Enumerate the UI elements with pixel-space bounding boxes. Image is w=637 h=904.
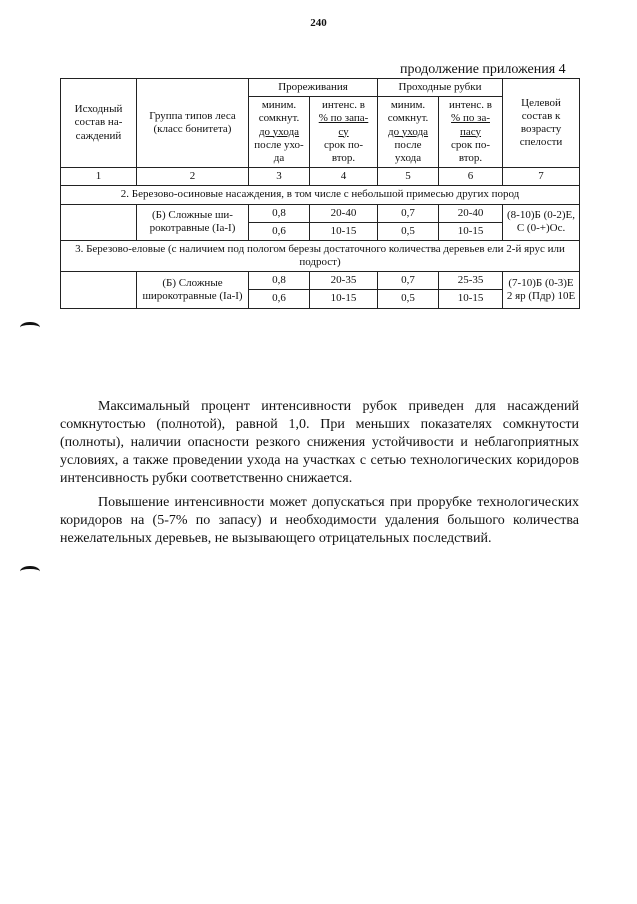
section-2-target: (8-10)Б (0-2)Е, С (0-+)Ос. — [503, 204, 580, 240]
paragraph-max-intensity: Максимальный процент интенсивности рубок приведен для насаждений сомкнутостью (полнотой), равной 1,0. При меньших показателях сомкнутости (полноты), наличии опасности резкого снижения устойчивости и неблагоприятных условиях, а также проведении ухода на участках с сетью технологических коридоров интенсивность рубки соответственно снижается. — [60, 399, 579, 486]
margin-mark — [20, 566, 40, 577]
header-min-density-passage: миним. сомкнут. до ухода после ухода — [378, 97, 439, 168]
section-2-group: (Б) Сложные ши-рокотравные (Iа-I) — [137, 204, 249, 240]
table-row: 0,6 10-15 0,5 10-15 — [61, 290, 580, 308]
section-3-target: (7-10)Б (0-3)Е 2 яр (Пдр) 10Е — [503, 272, 580, 308]
header-min-density-thinning: миним. сомкнут. до ухода после ухо- да — [249, 97, 310, 168]
section-3-title: 3. Березово-еловые (с наличием под пологом березы достаточного количества деревьев ели 2-й ярус или подрост) — [61, 240, 580, 271]
header-target-composition: Целевой состав к возрасту спелости — [503, 79, 580, 168]
header-intensity-thinning: интенс. в % по запа- су срок по- втор. — [310, 97, 378, 168]
body-text — [60, 398, 579, 554]
table-row: 0,6 10-15 0,5 10-15 — [61, 222, 580, 240]
section-3-group: (Б) Сложные широкотравные (Iа-I) — [137, 272, 249, 308]
page-number: 240 — [310, 17, 327, 29]
margin-mark — [20, 322, 40, 333]
column-number-row: 1 2 3 4 5 6 7 — [61, 168, 580, 186]
section-2-title: 2. Березово-осиновые насаждения, в том числе с небольшой примесью других пород — [61, 186, 580, 204]
header-intensity-passage: интенс. в % по за- пасу срок по- втор. — [439, 97, 503, 168]
table-row: (Б) Сложные ши-рокотравные (Iа-I) 0,8 20-40 0,7 20-40 (8-10)Б (0-2)Е, С (0-+)Ос. — [61, 204, 580, 222]
header-passage-cutting: Проходные рубки — [378, 79, 503, 97]
continuation-label: продолжение приложения 4 — [400, 62, 566, 77]
forest-thinning-table — [60, 78, 580, 309]
header-initial-composition: Исходный состав на-саждений — [61, 79, 137, 168]
header-forest-type-group: Группа типов леса (класс бонитета) — [137, 79, 249, 168]
paragraph-intensity-increase: Повышение интенсивности может допускаться при прорубке технологических коридоров на (5-7% по запасу) и необходимости удаления большого количества нежелательных деревьев, не вызывающего отрицательных последствий. — [60, 495, 579, 546]
table-row: (Б) Сложные широкотравные (Iа-I) 0,8 20-35 0,7 25-35 (7-10)Б (0-3)Е 2 яр (Пдр) 10Е — [61, 272, 580, 290]
header-thinning: Прореживания — [249, 79, 378, 97]
